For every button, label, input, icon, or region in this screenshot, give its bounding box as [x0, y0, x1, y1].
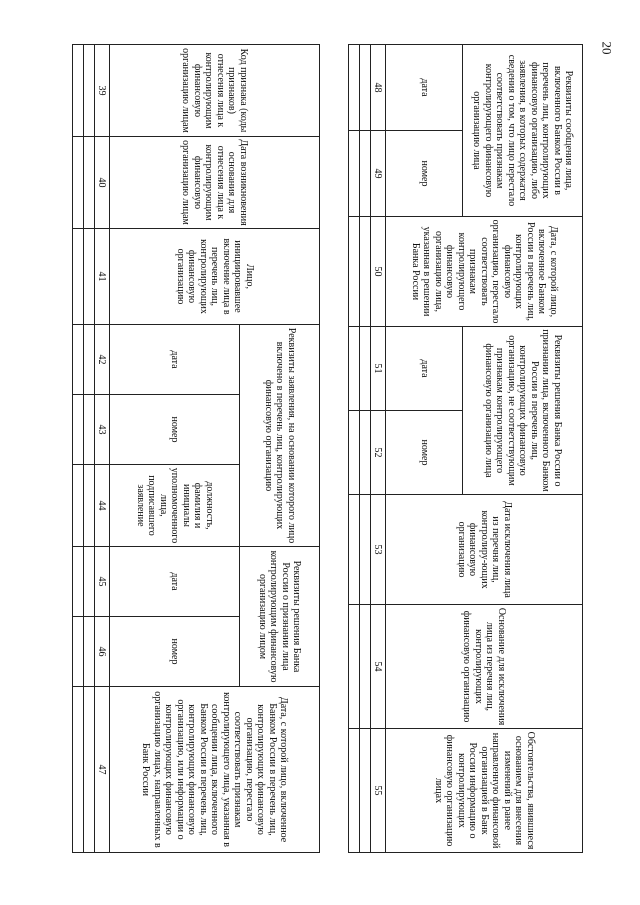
table-row	[84, 45, 95, 853]
header-msg-number: номер	[386, 131, 463, 217]
col-number: 55	[371, 729, 386, 853]
col-number: 42	[95, 325, 110, 395]
header-date-basis: Дата возникновения основания для отнесения лица к контролирующим финансовую организацию лицам	[110, 137, 320, 229]
header-msg-date: дата	[386, 45, 463, 131]
col-number: 53	[371, 495, 386, 605]
header-decision-group: Реквизиты решения Банка России о признании лица, включенного Банком России в перечень лиц, контролирующих финансовую организацию, не соответствующим признакам контролирующего финансовую организацию лица	[463, 327, 583, 495]
header-app-number: номер	[110, 395, 240, 465]
header-excl-basis: Основание для исключения лица из перечня лиц, контролирующих финансовую организацию	[386, 605, 583, 729]
col-number: 44	[95, 465, 110, 547]
header-code: Код признака (коды признаков) отнесения лица к контролирующим финансовую организацию лицам	[110, 45, 320, 137]
header-initiator: Лицо, инициировавшее включение лица в перечень лиц, контролирующих финансовую организацию	[110, 229, 320, 325]
col-number: 47	[95, 687, 110, 853]
header-application-group: Реквизиты заявления, на основании которого лицо включено в перечень лиц, контролирующих финансовую организацию	[240, 325, 320, 547]
header-app-date: дата	[110, 325, 240, 395]
column-numbers-row	[371, 45, 386, 853]
col-number: 50	[371, 217, 386, 327]
col-number: 48	[371, 45, 386, 131]
header-excl-date: Дата исключения лица из перечня лиц, контролиру-ющих финансовую организацию	[386, 495, 583, 605]
col-number: 45	[95, 547, 110, 617]
header-message-group: Реквизиты сообщения лица, включенного Банком России в перечень лиц, контролирующих финансовую организацию, либо заявления, в которых содержатся сведения о том, что лицо перестало соответствовать признакам контролирующего финансовую организацию лица	[463, 45, 583, 217]
table-row	[349, 45, 360, 853]
table-contributors-part2	[348, 44, 583, 852]
header-circumstances: Обстоятельства, явившиеся основанием для внесения изменений в ранее направленную финансовой организацией в Банк России информацию о контролирующих финансовую организацию лицах	[386, 729, 583, 853]
table-row	[360, 45, 371, 853]
col-number: 49	[371, 131, 386, 217]
header-date-ceased: Дата, с которой лицо, включенное Банком России в перечень лиц, контролирующих финансовую организацию, перестало соответствовать признакам контролирующего финансовую организацию лица, указанная в решении Банка России	[386, 217, 583, 327]
col-number: 52	[371, 411, 386, 495]
col-number: 54	[371, 605, 386, 729]
header-dec-date: дата	[110, 547, 240, 617]
header-dec-number: номер	[386, 411, 463, 495]
table-row	[73, 45, 84, 853]
header-dec-date: дата	[386, 327, 463, 411]
col-number: 40	[95, 137, 110, 229]
page-number: 20	[599, 41, 615, 55]
header-last: Дата, с которой лицо, включенное Банком России в перечень лиц, контролирующих финансовую организацию, перестало соответствовать признакам контролирующего лица, указанная в сообщении лица, включенного Банком России в перечень лиц, контролирующих финансовую организацию, или информации о контролирующих финансовую организацию лицах, направленных в Банк России	[110, 687, 320, 853]
col-number: 46	[95, 617, 110, 687]
header-app-signer: должность, фамилия и инициалы уполномоченного лица, подписавшего заявление	[110, 465, 240, 547]
table-contributors-part1	[72, 44, 320, 852]
header-decision-group: Реквизиты решения Банка России о признании лица контролирующим финансовую организацию лицом	[240, 547, 320, 687]
col-number: 39	[95, 45, 110, 137]
col-number: 43	[95, 395, 110, 465]
col-number: 51	[371, 327, 386, 411]
column-numbers-row	[95, 45, 110, 853]
col-number: 41	[95, 229, 110, 325]
header-dec-number: номер	[110, 617, 240, 687]
